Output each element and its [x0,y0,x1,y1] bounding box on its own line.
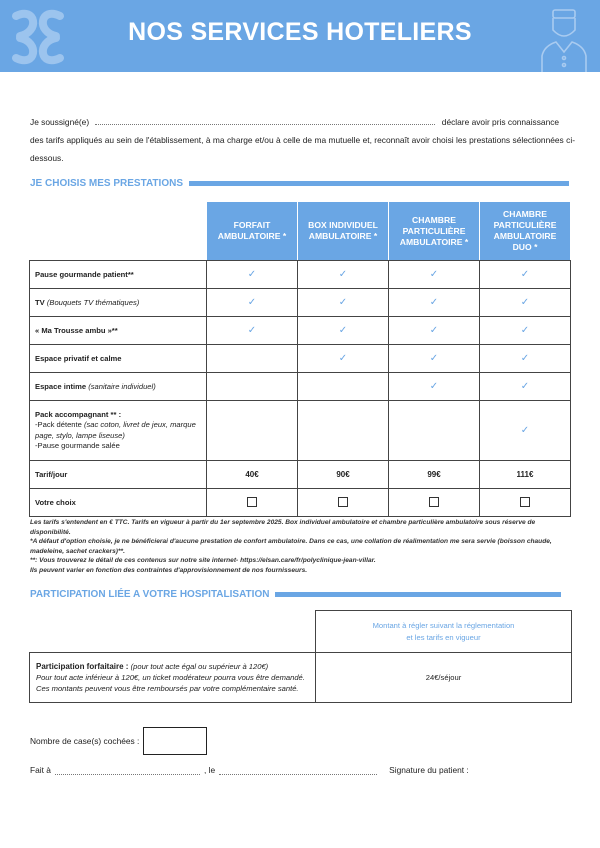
participation-condition: (pour tout acte égal ou supérieur à 120€) [130,662,269,671]
check-mark: ✓ [389,373,480,401]
name-field-line[interactable] [95,116,435,125]
price-value: 99€ [389,461,480,489]
check-mark: ✓ [207,289,298,317]
column-header: CHAMBRE PARTICULIÈRE AMBULATOIRE DUO * [480,202,571,261]
choice-checkbox-forfait[interactable] [247,497,257,507]
price-value: 40€ [207,461,298,489]
check-mark: ✓ [480,289,571,317]
check-mark: ✓ [389,289,480,317]
check-mark [207,373,298,401]
declaration-text [30,113,575,167]
check-mark: ✓ [298,261,389,289]
table-notes [30,518,575,576]
declaration-prefix: Je soussigné(e) [30,117,90,127]
table-corner [30,202,207,261]
section-divider [275,592,561,597]
column-header: BOX INDIVIDUEL AMBULATOIRE * [298,202,389,261]
row-label: « Ma Trousse ambu »** [30,317,207,345]
declaration-suffix: déclare avoir pris connaissance [441,117,560,127]
row-detail: (Bouquets TV thématiques) [46,298,140,307]
check-mark: ✓ [480,317,571,345]
check-mark [207,345,298,373]
participation-header: Montant à régler suivant la réglementation et les tarifs en vigueur [316,611,572,653]
place-field-line[interactable] [55,767,200,775]
note-line: **: Vous trouverez le détail de ces contenus sur notre site internet- https://elsan.care/fr/polyclinique-jean-villar. [30,557,376,565]
row-label: Espace intime (sanitaire individuel) [30,373,207,401]
table-row [30,261,571,289]
column-header: CHAMBRE PARTICULIÈRE AMBULATOIRE * [389,202,480,261]
table-row [30,401,571,461]
table-row-tarif [30,461,571,489]
table-row [30,653,572,703]
date-field-line[interactable] [219,767,377,775]
check-mark [207,401,298,461]
count-row [30,727,207,755]
participation-table [29,610,572,703]
choice-checkbox-duo[interactable] [520,497,530,507]
count-label: Nombre de case(s) cochées : [30,736,140,746]
check-mark: ✓ [389,261,480,289]
check-mark: ✓ [389,345,480,373]
row-label: Pause gourmande patient** [30,261,207,289]
check-mark: ✓ [480,373,571,401]
choice-checkbox-chambre[interactable] [429,497,439,507]
check-mark [389,401,480,461]
choice-cell [207,489,298,517]
participation-title: Participation forfaitaire : [36,662,129,671]
table-row [30,373,571,401]
note-line: *A défaut d'option choisie, je ne bénéficierai d'aucune prestation de confort ambulatoire. Dans ce cas, une collation de réalimentation me sera servie (boisson chaude, madeleine, sachet crackers)**. [30,538,552,555]
check-mark: ✓ [480,261,571,289]
section-heading-participation [30,589,561,600]
place-label: Fait à [30,765,51,775]
row-label: Tarif/jour [30,461,207,489]
note-line: Les tarifs s'entendent en € TTC. Tarifs en vigueur à partir du 1er septembre 2025. Box individuel ambulatoire et chambre particulière ambulatoire sous réserve de disponibilité. [30,519,536,536]
pack-line: -Pause gourmande salée [35,441,120,450]
check-mark: ✓ [298,289,389,317]
price-value: 111€ [480,461,571,489]
section-title: JE CHOISIS MES PRESTATIONS [30,178,183,189]
row-label: Votre choix [30,489,207,517]
price-value: 90€ [298,461,389,489]
page-title: NOS SERVICES HOTELIERS [128,18,472,46]
participation-line: Ces montants peuvent vous être remboursés par votre complémentaire santé. [36,684,299,693]
declaration-body: des tarifs appliqués au sein de l'établissement, à ma charge et/ou à celle de ma mutuelle et, reconnaît avoir choisi les prestations sélectionnées ci-dessous. [30,135,575,163]
row-detail: (sanitaire individuel) [88,382,156,391]
date-label: , le [203,765,216,775]
count-input-box[interactable] [143,727,207,755]
check-mark: ✓ [298,345,389,373]
choice-cell [389,489,480,517]
table-row [30,345,571,373]
check-mark: ✓ [480,345,571,373]
check-mark [298,373,389,401]
choice-cell [298,489,389,517]
section-title: PARTICIPATION LIÉE A VOTRE HOSPITALISATION [30,589,270,600]
note-line: Ils peuvent varier en fonction des contraintes d'approvisionnement de nos fournisseurs. [30,566,308,574]
choice-cell [480,489,571,517]
section-heading-prestations [30,178,569,189]
row-label-pack [30,401,207,461]
participation-line: Pour tout acte inférieur à 120€, un ticket modérateur pourra vous être demandé. [36,673,305,682]
pack-detail: (sac coton, livret de jeux, marque page, stylo, lampe liseuse) [35,420,196,440]
table-row-choix [30,489,571,517]
services-table [29,201,571,517]
row-label: TV (Bouquets TV thématiques) [30,289,207,317]
signature-label: Signature du patient : [389,765,469,775]
row-label: Espace privatif et calme [30,345,207,373]
check-mark: ✓ [207,261,298,289]
table-row [30,317,571,345]
pack-title: Pack accompagnant ** : [35,409,122,419]
check-mark: ✓ [480,401,571,461]
check-mark: ✓ [298,317,389,345]
signature-row [30,765,575,775]
choice-checkbox-box[interactable] [338,497,348,507]
check-mark: ✓ [389,317,480,345]
participation-label [30,653,316,703]
column-header: FORFAIT AMBULATOIRE * [207,202,298,261]
check-mark: ✓ [207,317,298,345]
section-divider [189,181,569,186]
bellboy-icon [536,6,592,72]
table-row [30,289,571,317]
check-mark [298,401,389,461]
table-corner [30,611,316,653]
page-header [0,0,600,72]
participation-value: 24€/séjour [316,653,572,703]
pack-line: -Pack détente [35,420,84,429]
